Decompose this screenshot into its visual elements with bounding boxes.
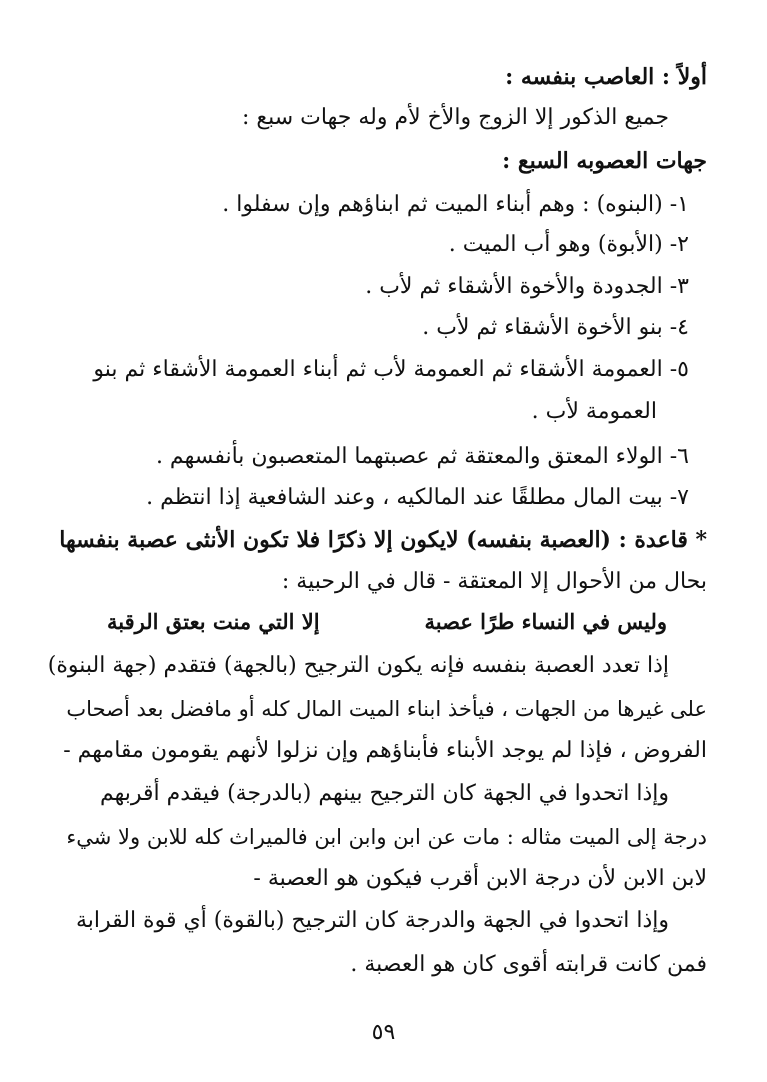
text-line: فمن كانت قرابته أقوى كان هو العصبة . — [350, 952, 707, 977]
verse — [107, 609, 667, 639]
text-line: إذا تعدد العصبة بنفسه فإنه يكون الترجيح (بالجهة) فتقدم (جهة البنوة) — [47, 653, 669, 678]
list-item: ٤- بنو الأخوة الأشقاء ثم لأب . — [422, 315, 689, 340]
page-number: ٥٩ — [371, 1020, 396, 1045]
list-item: ٦- الولاء المعتق والمعتقة ثم عصبتهما المتعصبون بأنفسهم . — [155, 444, 689, 469]
list-item: ٣- الجدودة والأخوة الأشقاء ثم لأب . — [365, 274, 689, 299]
text-line: درجة إلى الميت مثاله : مات عن ابن وابن ابن فالميراث كله للابن ولا شيء — [66, 825, 707, 849]
text-line: وإذا اتحدوا في الجهة كان الترجيح بينهم (بالدرجة) فيقدم أقربهم — [99, 781, 669, 806]
list-item: ٧- بيت المال مطلقًا عند المالكيه ، وعند الشافعية إذا انتظم . — [146, 485, 689, 510]
list-item: ٥- العمومة الأشقاء ثم العمومة لأب ثم أبناء العمومة الأشقاء ثم بنو — [93, 357, 689, 382]
text-line: جميع الذكور إلا الزوج والأخ لأم وله جهات سبع : — [242, 105, 669, 130]
text-line: على غيرها من الجهات ، فيأخذ ابناء الميت المال كله أو مافضل بعد أصحاب — [66, 697, 707, 721]
text-line: بحال من الأحوال إلا المعتقة - قال في الرحبية : — [281, 569, 707, 594]
text-line: لابن الابن لأن درجة الابن أقرب فيكون هو العصبة - — [253, 866, 707, 891]
list-item: ٢- (الأبوة) وهو أب الميت . — [448, 232, 689, 257]
text-line: الفروض ، فإذا لم يوجد الأبناء فأبناؤهم وإن نزلوا لأنهم يقومون مقامهم - — [63, 738, 707, 763]
text-line: وإذا اتحدوا في الجهة والدرجة كان الترجيح (بالقوة) أي قوة القرابة — [75, 908, 669, 933]
list-item: ١- (البنوه) : وهم أبناء الميت ثم ابناؤهم وإن سفلوا . — [222, 192, 689, 217]
heading-self-agnate: أولاً : العاصب بنفسه : — [505, 64, 707, 90]
rule-line: * قاعدة : (العصبة بنفسه) لايكون إلا ذكرًا فلا تكون الأنثى عصبة بنفسها — [59, 527, 707, 553]
verse-second-hemistich: إلا التي منت بعتق الرقبة — [107, 609, 320, 634]
heading-directions: جهات العصوبه السبع : — [502, 148, 707, 174]
verse-first-hemistich: وليس في النساء طرًا عصبة — [424, 609, 667, 634]
list-item-continuation: العمومة لأب . — [531, 399, 657, 424]
